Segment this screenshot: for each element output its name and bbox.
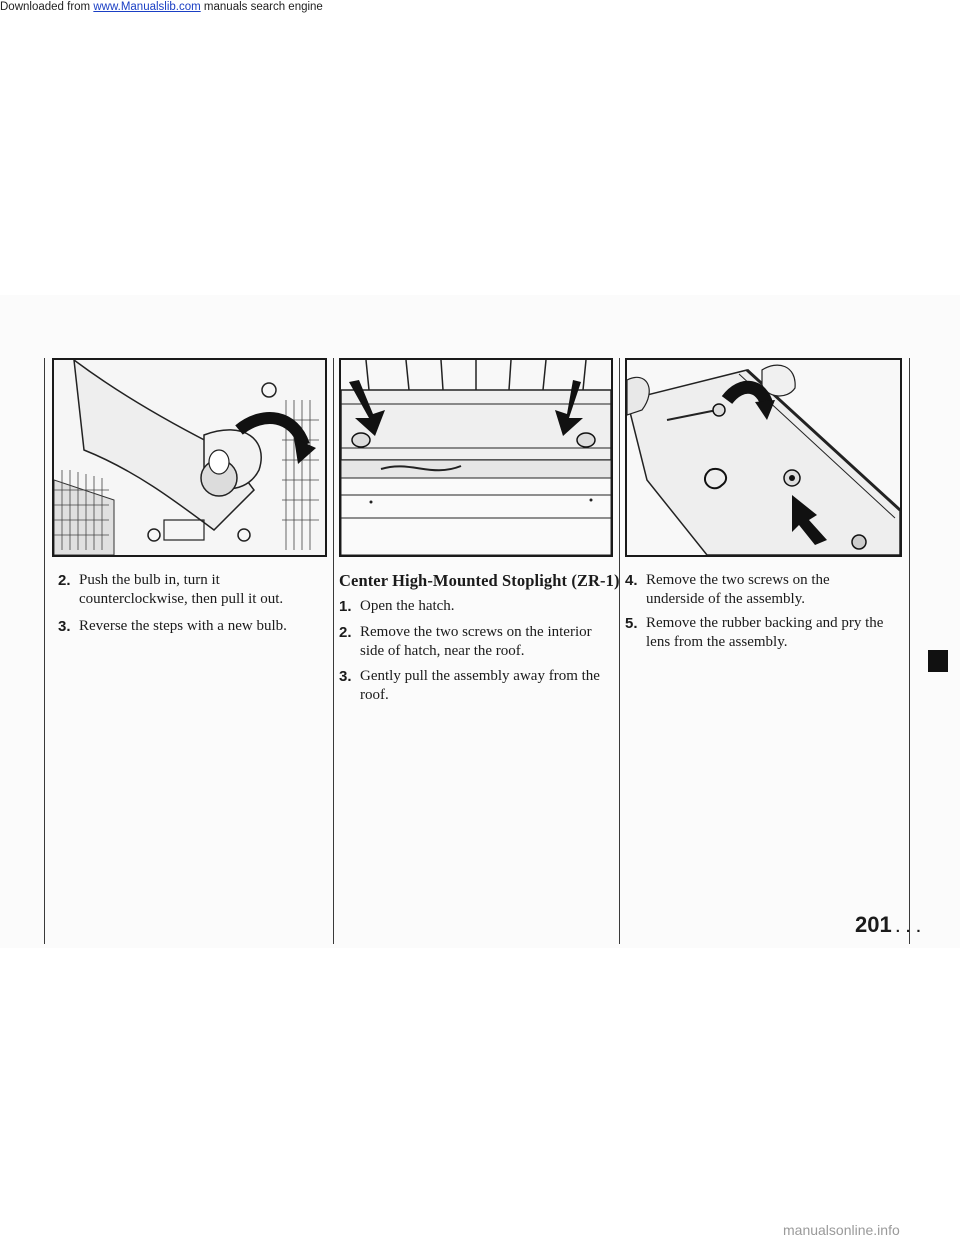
hatch-screws-illustration: [339, 358, 613, 557]
column1-step-2: [58, 571, 326, 609]
column-divider-center-left: [333, 358, 334, 944]
screw-location-arrows-icon: [341, 360, 611, 555]
column2-step-3: [339, 667, 614, 705]
step-text: Reverse the steps with a new bulb.: [79, 618, 287, 634]
step-text: Remove the rubber backing and pry the lens from the assembly.: [646, 615, 884, 650]
hand-prying-lens-icon: [627, 360, 900, 555]
step-text: Remove the two screws on the interior side of hatch, near the roof.: [360, 624, 592, 659]
step-number: 3.: [58, 618, 71, 635]
page-number-value: 201: [855, 912, 892, 937]
bulb-removal-illustration: [52, 358, 327, 557]
column-divider-right: [909, 358, 910, 944]
hand-turning-bulb-icon: [54, 360, 325, 555]
download-header: [0, 0, 600, 14]
page-number-dots: . . .: [895, 919, 922, 936]
step-number: 4.: [625, 572, 638, 589]
step-text: Gently pull the assembly away from the roof.: [360, 668, 600, 703]
manualslib-link[interactable]: www.Manualslib.com: [93, 1, 201, 13]
step-number: 2.: [339, 624, 352, 641]
column1-step-3: [58, 617, 326, 636]
header-prefix: Downloaded from: [0, 1, 91, 13]
section-heading: Center High-Mounted Stoplight (ZR-1): [339, 571, 620, 590]
step-text: Remove the two screws on the underside of the assembly.: [646, 572, 830, 607]
header-suffix: manuals search engine: [203, 1, 323, 13]
step-text: Open the hatch.: [360, 598, 455, 614]
column2-step-2: [339, 623, 614, 661]
assembly-underside-illustration: [625, 358, 902, 557]
step-number: 1.: [339, 598, 352, 615]
step-number: 2.: [58, 572, 71, 589]
page-number: [855, 912, 922, 938]
step-number: 5.: [625, 615, 638, 632]
column-divider-center-right: [619, 358, 620, 944]
step-number: 3.: [339, 668, 352, 685]
section-tab-marker: [928, 650, 948, 672]
step-text: Push the bulb in, turn it counterclockwise, then pull it out.: [79, 572, 284, 607]
column3-step-5: [625, 614, 891, 652]
watermark-text: manualsonline.info: [783, 1222, 900, 1238]
column2-step-1: [339, 597, 614, 616]
column-divider-left: [44, 358, 45, 944]
column3-step-4: [625, 571, 891, 609]
